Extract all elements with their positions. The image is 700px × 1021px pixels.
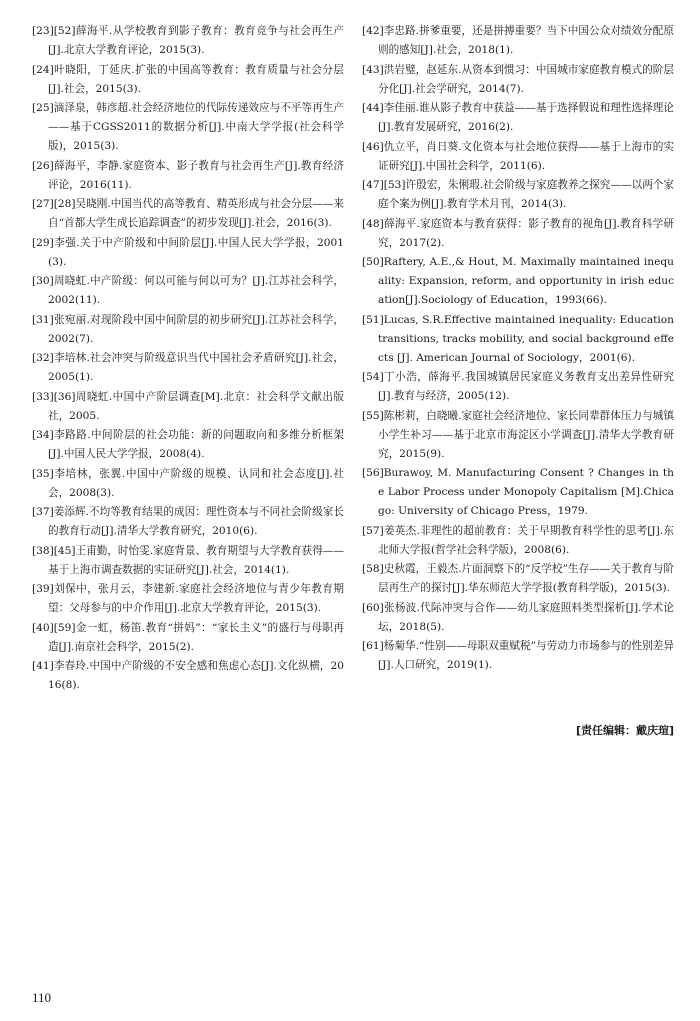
references-right-column xyxy=(362,22,674,676)
reference-entry: [27][28]吴晓刚.中国当代的高等教育、精英形成与社会分层——来自“首都大学生成长追踪调查”的初步发现[J].社会，2016(3). xyxy=(32,198,344,229)
reference-entry: [39]刘保中，张月云，李建新.家庭社会经济地位与青少年教育期望：父母参与的中介作用[J].北京大学教育评论，2015(3). xyxy=(32,583,344,614)
reference-entry: [43]洪岩璧，赵延东.从资本到惯习：中国城市家庭教育模式的阶层分化[J].社会学研究，2014(7). xyxy=(362,63,674,95)
reference-entry: [41]李春玲.中国中产阶级的不安全感和焦虑心态[J].文化纵横，2016(8). xyxy=(32,660,344,691)
references-left-column xyxy=(32,22,344,696)
reference-entry: [34]李路路.中间阶层的社会功能：新的问题取向和多维分析框架[J].中国人民大学学报，2008(4). xyxy=(32,429,344,460)
reference-entry: [31]张宛丽.对现阶段中国中间阶层的初步研究[J].江苏社会科学，2002(7). xyxy=(32,313,344,345)
reference-entry: [46]仇立平，肖日葵.文化资本与社会地位获得——基于上海市的实证研究[J].中国社会科学，2011(6). xyxy=(362,140,674,172)
reference-entry: [54]丁小浩，薛海平.我国城镇居民家庭义务教育支出差异性研究[J].教育与经济，2005(12). xyxy=(362,371,674,402)
reference-entry: [58]史秋霞，王毅杰.片面洞察下的“反学校”生存——关于教育与阶层再生产的探讨[J].华东师范大学学报(教育科学版)，2015(3). xyxy=(362,563,674,594)
reference-entry: [51]Lucas, S.R.Effective maintained inequality: Education transitions, tracks mobility, and social background effects [J]. American Journal of Sociology，2001(6). xyxy=(362,313,674,364)
reference-entry: [60]张杨波.代际冲突与合作——幼儿家庭照料类型探析[J].学术论坛，2018(5). xyxy=(362,601,674,633)
reference-entry: [48]薛海平.家庭资本与教育获得：影子教育的视角[J].教育科学研究，2017(2). xyxy=(362,217,674,249)
reference-entry: [42]李忠路.拼爹重要，还是拼搏重要？当下中国公众对绩效分配原则的感知[J].社会，2018(1). xyxy=(362,25,674,56)
reference-entry: [44]李佳丽.谁从影子教育中获益——基于选择假说和理性选择理论[J].教育发展研究，2016(2). xyxy=(362,102,674,133)
reference-entry: [57]姜英杰.非理性的超前教育：关于早期教育科学性的思考[J].东北师大学报(哲学社会科学版)，2008(6). xyxy=(362,524,674,556)
reference-entry: [32]李培林.社会冲突与阶级意识当代中国社会矛盾研究[J].社会，2005(1). xyxy=(32,352,344,383)
reference-entry: [47][53]许殷宏，朱俐瑕.社会阶级与家庭教养之探究——以两个家庭个案为例[J].教育学术月刊，2014(3). xyxy=(362,179,674,210)
page-number: 110 xyxy=(32,990,52,1005)
reference-entry: [40][59]金一虹，杨笛.教育“拼妈”：“家长主义”的盛行与母职再造[J].南京社会科学，2015(2). xyxy=(32,621,344,653)
reference-entry: [23][52]薛海平.从学校教育到影子教育：教育竞争与社会再生产[J].北京大学教育评论，2015(3). xyxy=(32,25,344,56)
reference-entry: [61]杨菊华.“性别——母职双重赋税”与劳动力市场参与的性别差异[J].人口研究，2019(1). xyxy=(362,640,674,671)
reference-entry: [29]李强.关于中产阶级和中间阶层[J].中国人民大学学报，2001(3). xyxy=(32,236,344,268)
editor-note: [责任编辑：戴庆瑄] xyxy=(575,724,674,737)
reference-entry: [38][45]王甫勤，时怡雯.家庭背景、教育期望与大学教育获得——基于上海市调查数据的实证研究[J].社会，2014(1). xyxy=(32,544,344,576)
reference-entry: [26]薛海平，李静.家庭资本、影子教育与社会再生产[J].教育经济评论，2016(11). xyxy=(32,159,344,191)
reference-entry: [35]李培林，张翼.中国中产阶级的规模、认同和社会态度[J].社会，2008(3). xyxy=(32,467,344,499)
reference-entry: [50]Raftery, A.E.,& Hout, M. Maximally maintained inequality: Expansion, reform, and opportunity in irish education[J].Sociology of Education，1993(66). xyxy=(362,256,674,306)
reference-entry: [37]姜添辉.不均等教育结果的成因：理性资本与不同社会阶级家长的教育行动[J].清华大学教育研究，2010(6). xyxy=(32,506,344,537)
reference-entry: [33][36]周晓虹.中国中产阶层调查[M].北京：社会科学文献出版社，2005. xyxy=(32,390,344,422)
reference-entry: [30]周晓虹.中产阶级：何以可能与何以可为？[J].江苏社会科学，2002(11). xyxy=(32,275,344,306)
reference-entry: [55]陈彬莉，白晓曦.家庭社会经济地位、家长同辈群体压力与城镇小学生补习——基于北京市海淀区小学调查[J].清华大学教育研究，2015(9). xyxy=(362,409,674,460)
reference-entry: [24]叶晓阳，丁延庆.扩张的中国高等教育：教育质量与社会分层[J].社会，2015(3). xyxy=(32,63,344,95)
reference-entry: [25]滴泽泉，韩彦超.社会经济地位的代际传递效应与不平等再生产——基于CGSS2011的数据分析[J].中南大学学报(社会科学版)，2015(3). xyxy=(32,102,344,152)
reference-entry: [56]Burawoy, M. Manufacturing Consent ? Changes in the Labor Process under Monopoly Capitalism [M].Chicago: University of Chicago Press，1979. xyxy=(362,467,674,517)
